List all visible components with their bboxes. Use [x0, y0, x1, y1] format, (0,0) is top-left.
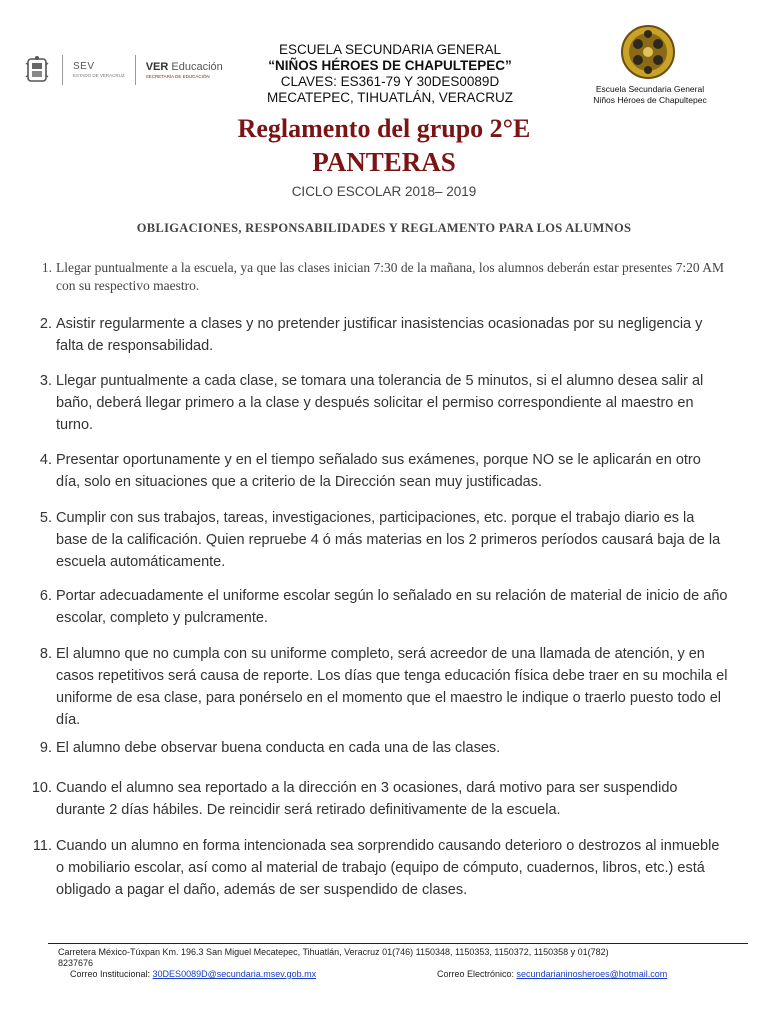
- crest-caption: [580, 84, 720, 106]
- section-heading: OBLIGACIONES, RESPONSABILIDADES Y REGLAMENTO PARA LOS ALUMNOS: [136, 221, 632, 235]
- footer-address-cont: 8237676: [58, 958, 94, 968]
- rule-number: 4.: [39, 452, 52, 468]
- sev-logo: [73, 61, 125, 79]
- ver-logo-bold-text: VER: [145, 60, 169, 73]
- rule-number: 1.: [41, 260, 52, 275]
- elec-email-label: Correo Electrónico:: [437, 969, 517, 979]
- rule-number: 6.: [39, 588, 52, 604]
- footer-electronic-email: [437, 969, 667, 980]
- veracruz-seal-icon: [22, 55, 52, 85]
- school-name: “NIÑOS HÉROES DE CHAPULTEPEC”: [268, 58, 512, 73]
- rule-number: 3.: [39, 373, 52, 389]
- government-logos: [22, 56, 223, 84]
- rule-text: Llegar puntualmente a la escuela, ya que las clases inician 7:30 de la mañana, los alumnos deberán estar presentes 7:20 AM con su respectivo maestro.: [56, 260, 725, 293]
- rule-item: [28, 585, 728, 629]
- sev-logo-subtext: ESTADO DE VERACRUZ: [73, 73, 125, 78]
- rule-item: [28, 370, 728, 436]
- rule-number: 2.: [39, 316, 52, 332]
- ver-logo-text: Educación: [171, 60, 223, 73]
- inst-email-label: Correo Institucional:: [70, 969, 153, 979]
- rule-text: Cumplir con sus trabajos, tareas, investigaciones, participaciones, etc. porque el trabajo diario es la base de la calificación. Quien repruebe 4 ó más materias en los 2 primeros períodos causará baja de la escuela automáticamente.: [56, 510, 721, 570]
- group-name: PANTERAS: [312, 147, 456, 177]
- rule-number: 5.: [39, 510, 52, 526]
- rule-text: El alumno debe observar buena conducta en cada una de las clases.: [56, 740, 501, 756]
- footer-address-line: Carretera México-Túxpan Km. 196.3 San Miguel Mecatepec, Tihuatlán, Veracruz 01(746) 1150348, 1150353, 1150372, 1150358 y 01(782): [58, 947, 609, 957]
- ver-educacion-logo: [146, 61, 223, 80]
- rule-number: 9.: [39, 740, 52, 756]
- document-title: Reglamento del grupo 2°E: [237, 114, 531, 143]
- school-cycle: CICLO ESCOLAR 2018– 2019: [291, 184, 477, 199]
- rule-number: 11.: [32, 838, 52, 854]
- rule-text: Cuando el alumno sea reportado a la dirección en 3 ocasiones, dará motivo para ser suspendido durante 2 días hábiles. De reincidir será retirado definitivamente de la escuela.: [56, 780, 678, 818]
- rule-number: 10.: [31, 780, 52, 796]
- rule-text: El alumno que no cumpla con su uniforme completo, será acreedor de una llamada de atención, y en casos repetitivos será causa de reporte. Los días que tenga educación física debe traer en su mochila el uniforme de esa clase, para ponérselo en el momento que el maestro le indique o traerlo puesto todo el día.: [56, 646, 728, 728]
- crest-caption-line: Niños Héroes de Chapultepec: [593, 95, 707, 105]
- footer-divider: [48, 943, 748, 944]
- rule-item: [28, 507, 728, 573]
- footer-address: [58, 947, 758, 969]
- rule-text: Portar adecuadamente el uniforme escolar según lo señalado en su relación de material de inicio de año escolar, completo y pulcramente.: [56, 588, 728, 626]
- sev-logo-text: SEV: [73, 61, 95, 72]
- school-heading: [240, 42, 540, 106]
- footer-institutional-email: [70, 969, 316, 980]
- logo-divider: [135, 55, 136, 85]
- rule-text: Llegar puntualmente a cada clase, se tomara una tolerancia de 5 minutos, si el alumno desea salir al baño, deberá llegar primero a la clase y después solicitar el permiso correspondiente al maestro en turno.: [56, 373, 704, 433]
- rule-text: Presentar oportunamente y en el tiempo señalado sus exámenes, porque NO se le aplicarán en otro día, solo en situaciones que a criterio de la Dirección sean muy justificadas.: [56, 452, 701, 490]
- school-keys: CLAVES: ES361-79 Y 30DES0089D: [280, 74, 500, 89]
- rule-item: [28, 259, 728, 295]
- rule-item: [28, 449, 728, 493]
- crest-caption-line: Escuela Secundaria General: [595, 84, 705, 94]
- elec-email-link[interactable]: secundarianinosheroes@hotmail.com: [516, 969, 668, 979]
- rule-item: [28, 737, 728, 759]
- ver-logo-subtext: SECRETARÍA DE EDUCACIÓN: [145, 73, 210, 79]
- logo-divider: [62, 55, 63, 85]
- school-location: MECATEPEC, TIHUATLÁN, VERACRUZ: [266, 90, 514, 105]
- inst-email-link[interactable]: 30DES0089D@secundaria.msev.gob.mx: [152, 969, 317, 979]
- rule-text: Cuando un alumno en forma intencionada sea sorprendido causando deterioro o destrozos al inmueble o mobiliario escolar, así como al material de trabajo (equipo de cómputo, cuadernos, libros, etc.) está obligado a pagar el daño, además de ser suspendido de clases.: [56, 838, 720, 898]
- school-type: ESCUELA SECUNDARIA GENERAL: [278, 42, 502, 57]
- rule-item: [28, 835, 728, 901]
- rule-item: [28, 313, 728, 357]
- school-crest-icon: [620, 22, 676, 84]
- rule-item: [28, 643, 728, 731]
- rule-number: 8.: [39, 646, 52, 662]
- rule-text: Asistir regularmente a clases y no pretender justificar inasistencias ocasionadas por su negligencia y falta de responsabilidad.: [56, 316, 703, 354]
- rule-item: [28, 777, 728, 821]
